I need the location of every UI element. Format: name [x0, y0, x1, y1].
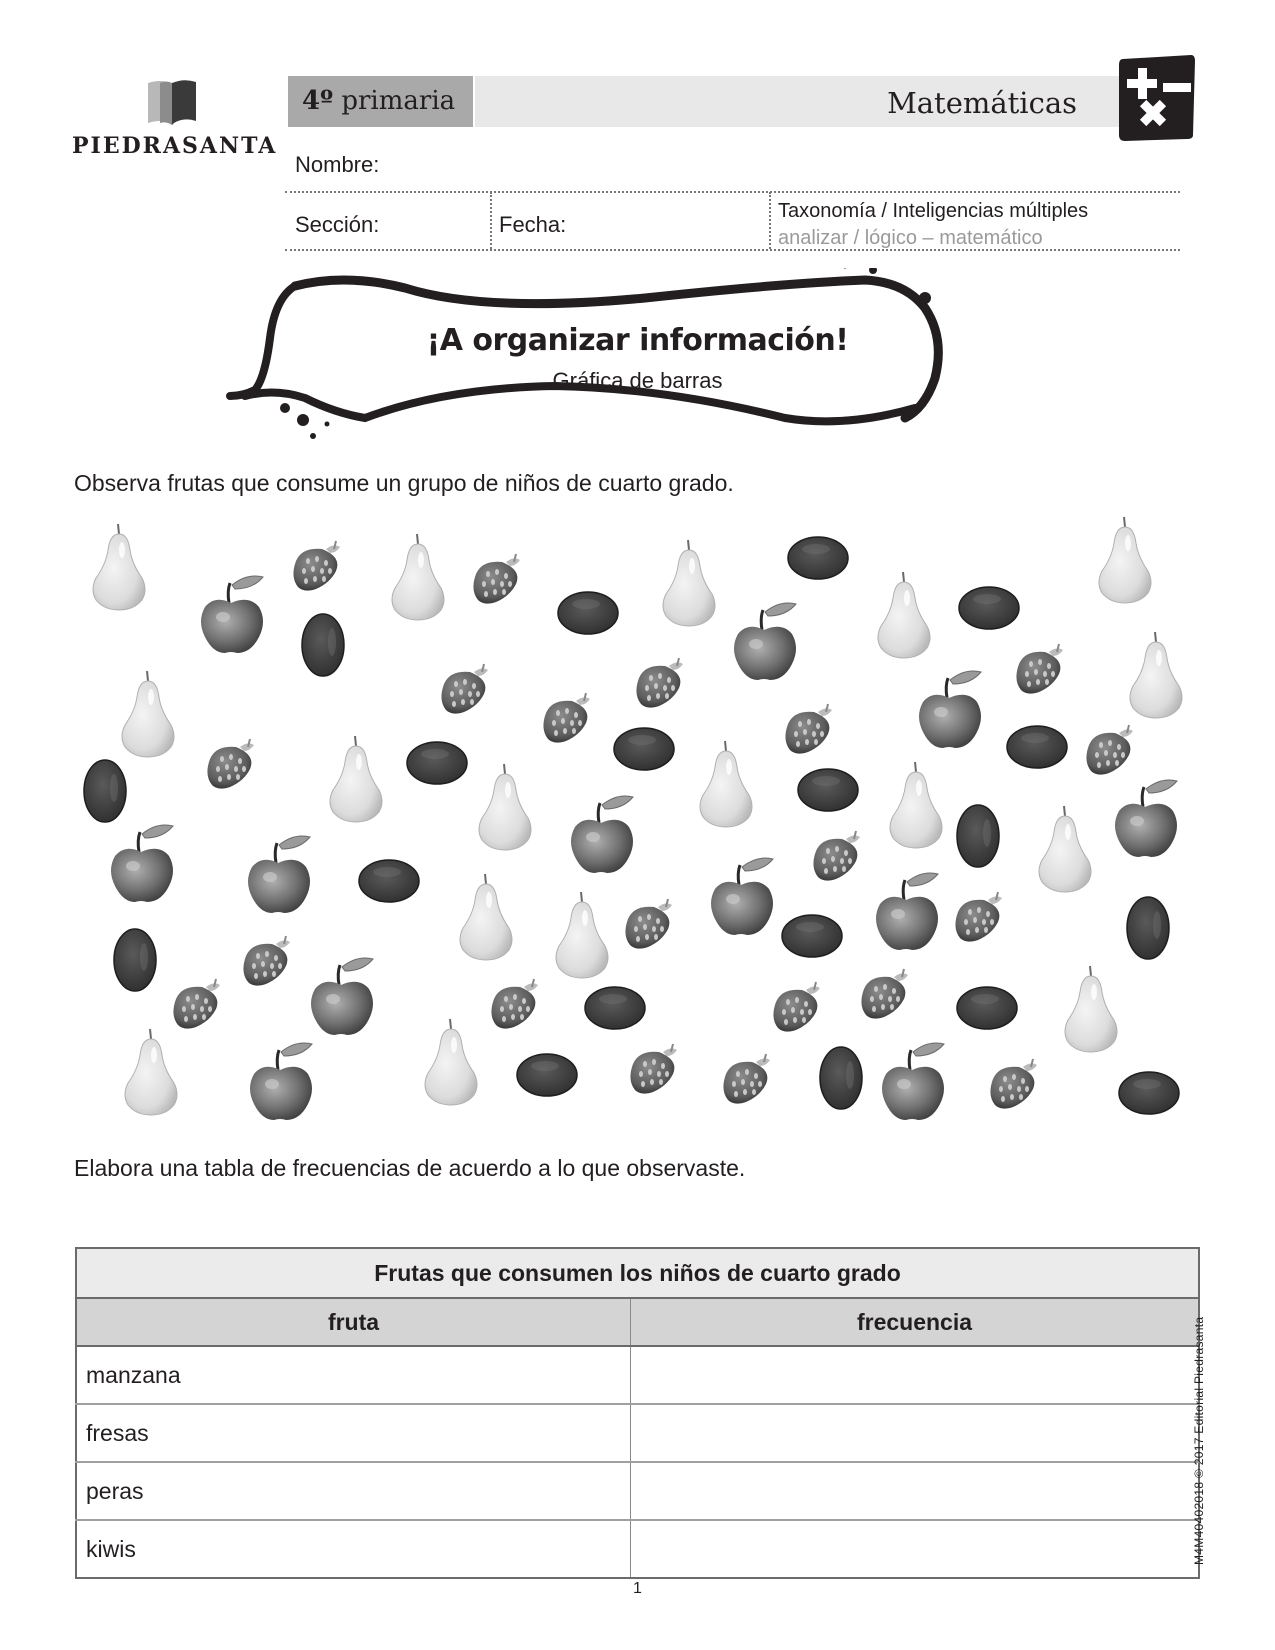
taxonomy-value: analizar / lógico – matemático — [778, 227, 1043, 249]
book-logo-icon — [146, 77, 198, 127]
pear-icon — [1034, 802, 1096, 894]
apple-icon — [1111, 777, 1181, 859]
frequency-input-cell[interactable] — [631, 1404, 1200, 1462]
pear-icon — [695, 737, 757, 829]
page-number: 1 — [633, 1580, 642, 1597]
pear-icon — [420, 1015, 482, 1107]
fruit-cell: kiwis — [76, 1520, 631, 1578]
pear-icon — [387, 530, 449, 622]
strawberry-icon — [770, 978, 826, 1034]
kiwi-icon — [1117, 1070, 1181, 1116]
grade-label — [288, 76, 473, 127]
date-field[interactable] — [575, 205, 765, 245]
strawberry-icon — [240, 932, 296, 988]
kiwi-icon — [556, 590, 620, 636]
kiwi-icon — [612, 726, 676, 772]
divider — [490, 192, 492, 249]
banner-brush-frame — [225, 268, 985, 448]
publisher-logo — [72, 75, 278, 165]
fruit-cell: fresas — [76, 1404, 631, 1462]
strawberry-icon — [488, 975, 544, 1031]
apple-icon — [915, 668, 985, 750]
activity-subtitle: Gráfica de barras — [552, 368, 723, 393]
fruit-cell: peras — [76, 1462, 631, 1520]
apple-icon — [246, 1040, 316, 1122]
apple-icon — [707, 855, 777, 937]
subject-title: Matemáticas — [475, 76, 1125, 127]
frequency-input-cell[interactable] — [631, 1520, 1200, 1578]
strawberry-icon — [622, 895, 678, 951]
kiwi-icon — [955, 803, 1001, 869]
grade-number: 4º — [302, 86, 334, 116]
pear-icon — [325, 732, 387, 824]
apple-icon — [307, 955, 377, 1037]
strawberry-icon — [627, 1040, 683, 1096]
strawberry-icon — [170, 975, 226, 1031]
apple-icon — [107, 822, 177, 904]
kiwi-icon — [1125, 895, 1171, 961]
table-row — [76, 1404, 1199, 1462]
divider — [769, 192, 771, 249]
kiwi-icon — [405, 740, 469, 786]
section-label: Sección: — [295, 212, 380, 237]
pear-icon — [658, 536, 720, 628]
apple-icon — [567, 793, 637, 875]
section-field[interactable] — [385, 205, 485, 245]
pear-icon — [885, 758, 947, 850]
kiwi-icon — [583, 985, 647, 1031]
strawberry-icon — [1013, 640, 1069, 696]
strawberry-icon — [470, 550, 526, 606]
activity-title: ¡A organizar información! — [426, 323, 849, 358]
strawberry-icon — [1083, 721, 1139, 777]
pear-icon — [1060, 962, 1122, 1054]
column-header-frequency: frecuencia — [631, 1298, 1200, 1346]
apple-icon — [244, 833, 314, 915]
instruction-build-table: Elabora una tabla de frecuencias de acuerdo a lo que observaste. — [74, 1155, 746, 1181]
apple-icon — [197, 573, 267, 655]
strawberry-icon — [720, 1050, 776, 1106]
strawberry-icon — [540, 689, 596, 745]
kiwi-icon — [357, 858, 421, 904]
table-caption: Frutas que consumen los niños de cuarto grado — [76, 1248, 1199, 1298]
pear-icon — [117, 667, 179, 759]
pear-icon — [474, 760, 536, 852]
pear-icon — [551, 888, 613, 980]
pear-icon — [1125, 628, 1187, 720]
name-field[interactable] — [400, 150, 1180, 184]
kiwi-icon — [796, 767, 860, 813]
instruction-observe: Observa frutas que consume un grupo de niños de cuarto grado. — [74, 470, 734, 496]
taxonomy-title: Taxonomía / Inteligencias múltiples — [778, 200, 1089, 222]
column-header-fruit: fruta — [76, 1298, 631, 1346]
kiwi-icon — [780, 913, 844, 959]
date-label: Fecha: — [499, 212, 567, 237]
kiwi-icon — [1005, 724, 1069, 770]
strawberry-icon — [810, 827, 866, 883]
pear-icon — [1094, 513, 1156, 605]
strawberry-icon — [290, 537, 346, 593]
kiwi-icon — [818, 1045, 864, 1111]
strawberry-icon — [952, 888, 1008, 944]
kiwi-icon — [112, 927, 158, 993]
apple-icon — [730, 600, 800, 682]
pear-icon — [873, 568, 935, 660]
fruit-cell: manzana — [76, 1346, 631, 1404]
frequency-input-cell[interactable] — [631, 1346, 1200, 1404]
pear-icon — [120, 1025, 182, 1117]
kiwi-icon — [300, 612, 346, 678]
math-operations-icon — [1117, 55, 1195, 141]
strawberry-icon — [987, 1055, 1043, 1111]
frequency-input-cell[interactable] — [631, 1462, 1200, 1520]
kiwi-icon — [955, 985, 1019, 1031]
name-label: Nombre: — [295, 152, 380, 177]
apple-icon — [878, 1040, 948, 1122]
kiwi-icon — [82, 758, 128, 824]
strawberry-icon — [858, 965, 914, 1021]
divider — [285, 249, 1180, 251]
pear-icon — [455, 870, 517, 962]
strawberry-icon — [204, 735, 260, 791]
apple-icon — [872, 870, 942, 952]
kiwi-icon — [515, 1052, 579, 1098]
frequency-table — [75, 1247, 1200, 1579]
strawberry-icon — [782, 700, 838, 756]
kiwi-icon — [786, 535, 850, 581]
publisher-name: PIEDRASANTA — [72, 133, 278, 159]
strawberry-icon — [633, 654, 689, 710]
table-row — [76, 1346, 1199, 1404]
divider — [285, 191, 1180, 193]
grade-level: primaria — [341, 86, 456, 116]
table-row — [76, 1520, 1199, 1578]
kiwi-icon — [957, 585, 1021, 631]
pear-icon — [88, 520, 150, 612]
copyright-note: M4M40402018 © 2017 Editorial Piedrasanta — [1192, 1316, 1206, 1565]
strawberry-icon — [438, 660, 494, 716]
table-row — [76, 1462, 1199, 1520]
